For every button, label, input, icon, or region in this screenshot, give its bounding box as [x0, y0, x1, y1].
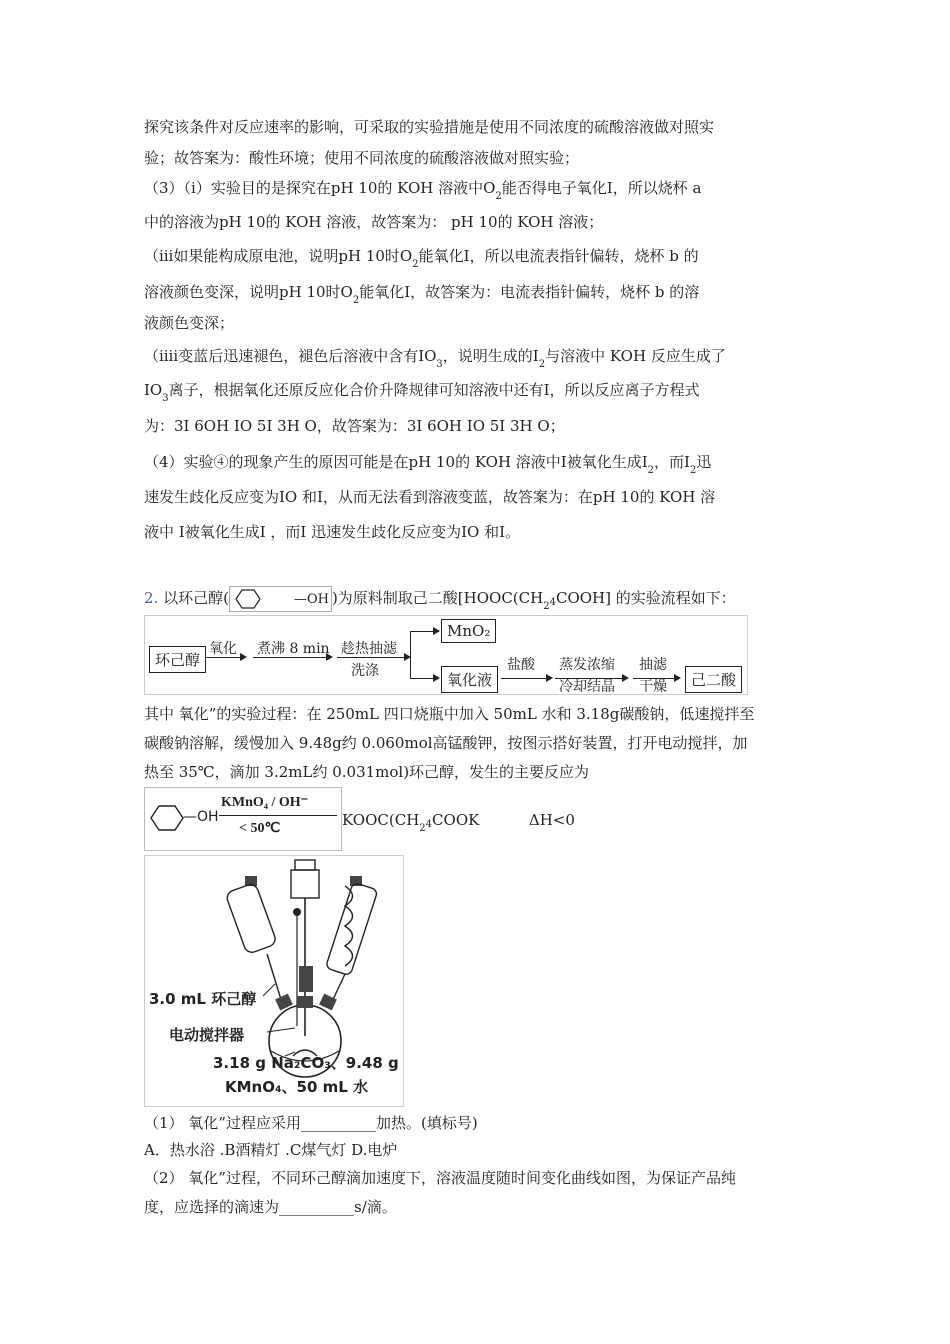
subscript: 2: [352, 295, 360, 306]
text-line-13: 液中 I被氧化生成I ，而I 迅速发生歧化反应变为IO 和Ⅰ。: [144, 523, 520, 541]
cyclohexane-ring-icon: [232, 587, 294, 611]
question-1-options: A．热水浴 .B酒精灯 .C煤气灯 D.电炉: [144, 1141, 398, 1159]
subscript: 3: [436, 359, 443, 370]
product-sub: 2: [419, 823, 426, 834]
flow-step-boil: 煮沸 8 min: [257, 641, 330, 657]
text-line-8c: 与溶液中 KOH 反应生成了: [545, 347, 726, 365]
product-sub2: 4: [425, 819, 433, 830]
text-line-1: 探究该条件对反应速率的影响，可采取的实验措施是使用不同浓度的硫酸溶液做对照实: [144, 118, 715, 136]
cyclohexanol-inline-structure: [229, 586, 332, 612]
text-line-5: [144, 246, 699, 275]
text-line-10: 为：3I 6OH IO 5I 3H O，故答案为：3I 6OH IO 5I 3H O；: [144, 417, 565, 435]
product-a: KOOC(CH: [342, 811, 420, 829]
text-line-12: 速发生歧化反应变为IO 和Ⅰ，从而无法看到溶液变蓝，故答案为：在pH 10的 KOH 溶: [144, 488, 716, 506]
text-line-8: [144, 346, 726, 375]
q2-text-c: COOH] 的实验流程如下：: [555, 589, 736, 607]
text-line-11b: ，而I: [654, 453, 690, 471]
text-line-6: [144, 282, 699, 311]
q2-text-a: 以环己醇(: [163, 589, 229, 607]
flow-arrow-6: [633, 678, 679, 679]
para-line-2: 碳酸钠溶解，缓慢加入 9.48g约 0.060mol高锰酸钾，按图示搭好装置，打开电动搅拌，加: [144, 734, 748, 752]
flow-arrow-1: [205, 657, 245, 658]
flow-branch-line: [410, 631, 411, 678]
flow-step-hcl: 盐酸: [507, 657, 535, 673]
subscript: 3: [162, 393, 169, 404]
flow-arrow-2: [253, 657, 331, 658]
text-line-11c: 迅: [696, 453, 712, 471]
subscript: 2: [412, 259, 419, 270]
para-line-1: 其中 氧化”的实验过程：在 250mL 四口烧瓶中加入 50mL 水和 3.18g碳酸钠，低速搅拌至: [144, 705, 755, 723]
oh-group-label: —OH: [293, 592, 329, 607]
reaction-scheme: [144, 787, 342, 851]
text-line-8b: ，说明生成的I: [442, 347, 539, 365]
subscript: 2: [647, 465, 655, 476]
reaction-reagent-bottom: < 50℃: [239, 821, 281, 836]
reaction-reagent-top: KMnO₄ / OH⁻: [221, 795, 309, 810]
text-line-6a: 溶液颜色变深，说明pH 10时O: [144, 283, 353, 301]
text-line-2: 验；故答案为：酸性环境；使用不同浓度的硫酸溶液做对照实验；: [144, 149, 580, 167]
flow-arrow-4: [501, 678, 551, 679]
q2-sub-a: 2: [543, 601, 550, 612]
flow-mno2-box: MnO₂: [441, 619, 496, 643]
reaction-oh-label: —OH: [183, 809, 219, 825]
subscript: 2: [495, 191, 502, 202]
text-line-9a: IO: [144, 381, 163, 399]
text-line-5b: 能氧化Ⅰ，所以电流表指针偏转，烧杯 b 的: [418, 247, 699, 265]
text-line-7: 液颜色变深；: [144, 314, 235, 332]
text-line-3: [144, 178, 701, 207]
text-line-3a: （3）（i）实验目的是探究在pH 10的 KOH 溶液中O: [144, 179, 496, 197]
text-line-9b: 离子，根据氧化还原反应化合价升降规律可知溶液中还有Ⅰ，所以反应离子方程式: [168, 381, 700, 399]
flow-arrow-top: [410, 631, 438, 632]
flow-step-suction: 抽滤: [639, 657, 667, 673]
flow-end-box: 己二酸: [685, 666, 742, 693]
subscript: 2: [689, 465, 697, 476]
text-line-11: [144, 452, 711, 481]
apparatus-label-reagents-1: 3.18 g Na₂CO₃、9.48 g: [213, 1054, 399, 1072]
apparatus-label-stirrer: 电动搅拌器: [169, 1026, 245, 1044]
q2-sub-b: 4: [549, 597, 556, 608]
text-line-5a: （iⅱ如果能构成原电池，说明pH 10时O: [144, 247, 413, 265]
question-1: （1） 氧化”过程应采用__________加热。(填标号): [144, 1114, 478, 1132]
flow-step-crystallize: 冷却结晶: [559, 679, 615, 695]
text-line-8a: （iⅲ变蓝后迅速褪色，褪色后溶液中含有IO: [144, 347, 437, 365]
text-line-9: [144, 380, 700, 409]
product-b: COOK: [432, 811, 480, 829]
flow-step-wash: 洗涤: [351, 663, 379, 679]
flow-arrow-5: [555, 678, 627, 679]
reaction-product: [342, 810, 575, 839]
text-line-6b: 能氧化Ⅰ，故答案为：电流表指针偏转，烧杯 b 的溶: [359, 283, 700, 301]
flow-step-filter: 趁热抽滤: [341, 641, 397, 657]
question-2-heading: [144, 586, 736, 617]
text-line-3b: 能否得电子氧化Ⅰ，所以烧杯 a: [501, 179, 702, 197]
flow-start-box: 环己醇: [149, 646, 206, 673]
flow-arrow-bottom: [410, 678, 438, 679]
apparatus-label-reagents-2: KMnO₄、50 mL 水: [225, 1078, 369, 1096]
enthalpy-label: ΔH<0: [528, 811, 575, 829]
text-line-4: 中的溶液为pH 10的 KOH 溶液，故答案为： pH 10的 KOH 溶液；: [144, 213, 604, 231]
text-line-11a: （4）实验④的现象产生的原因可能是在pH 10的 KOH 溶液中Ⅰ被氧化生成I: [144, 453, 648, 471]
flow-step-dry: 干燥: [639, 679, 667, 695]
flow-step-evaporate: 蒸发浓缩: [559, 657, 615, 673]
flow-step-oxidize: 氧化: [209, 641, 237, 657]
subscript: 2: [538, 359, 546, 370]
para-line-3: 热至 35℃，滴加 3.2mL约 0.031mol)环己醇，发生的主要反应为: [144, 763, 590, 781]
process-flowchart: [144, 615, 748, 695]
flow-oxidation-liquid-box: 氧化液: [441, 666, 498, 693]
apparatus-figure: [144, 855, 404, 1107]
question-2-line-2: 度，应选择的滴速为__________s/滴。: [144, 1198, 397, 1216]
q2-text-b: )为原料制取己二酸[HOOC(CH: [331, 589, 544, 607]
reaction-arrow: [219, 815, 337, 816]
question-number: 2.: [144, 589, 159, 607]
flow-arrow-3: [337, 657, 409, 658]
question-2-line-1: （2） 氧化”过程，不同环己醇滴加速度下，溶液温度随时间变化曲线如图，为保证产品纯: [144, 1169, 736, 1187]
apparatus-label-cyclohexanol: 3.0 mL 环己醇: [149, 990, 257, 1008]
